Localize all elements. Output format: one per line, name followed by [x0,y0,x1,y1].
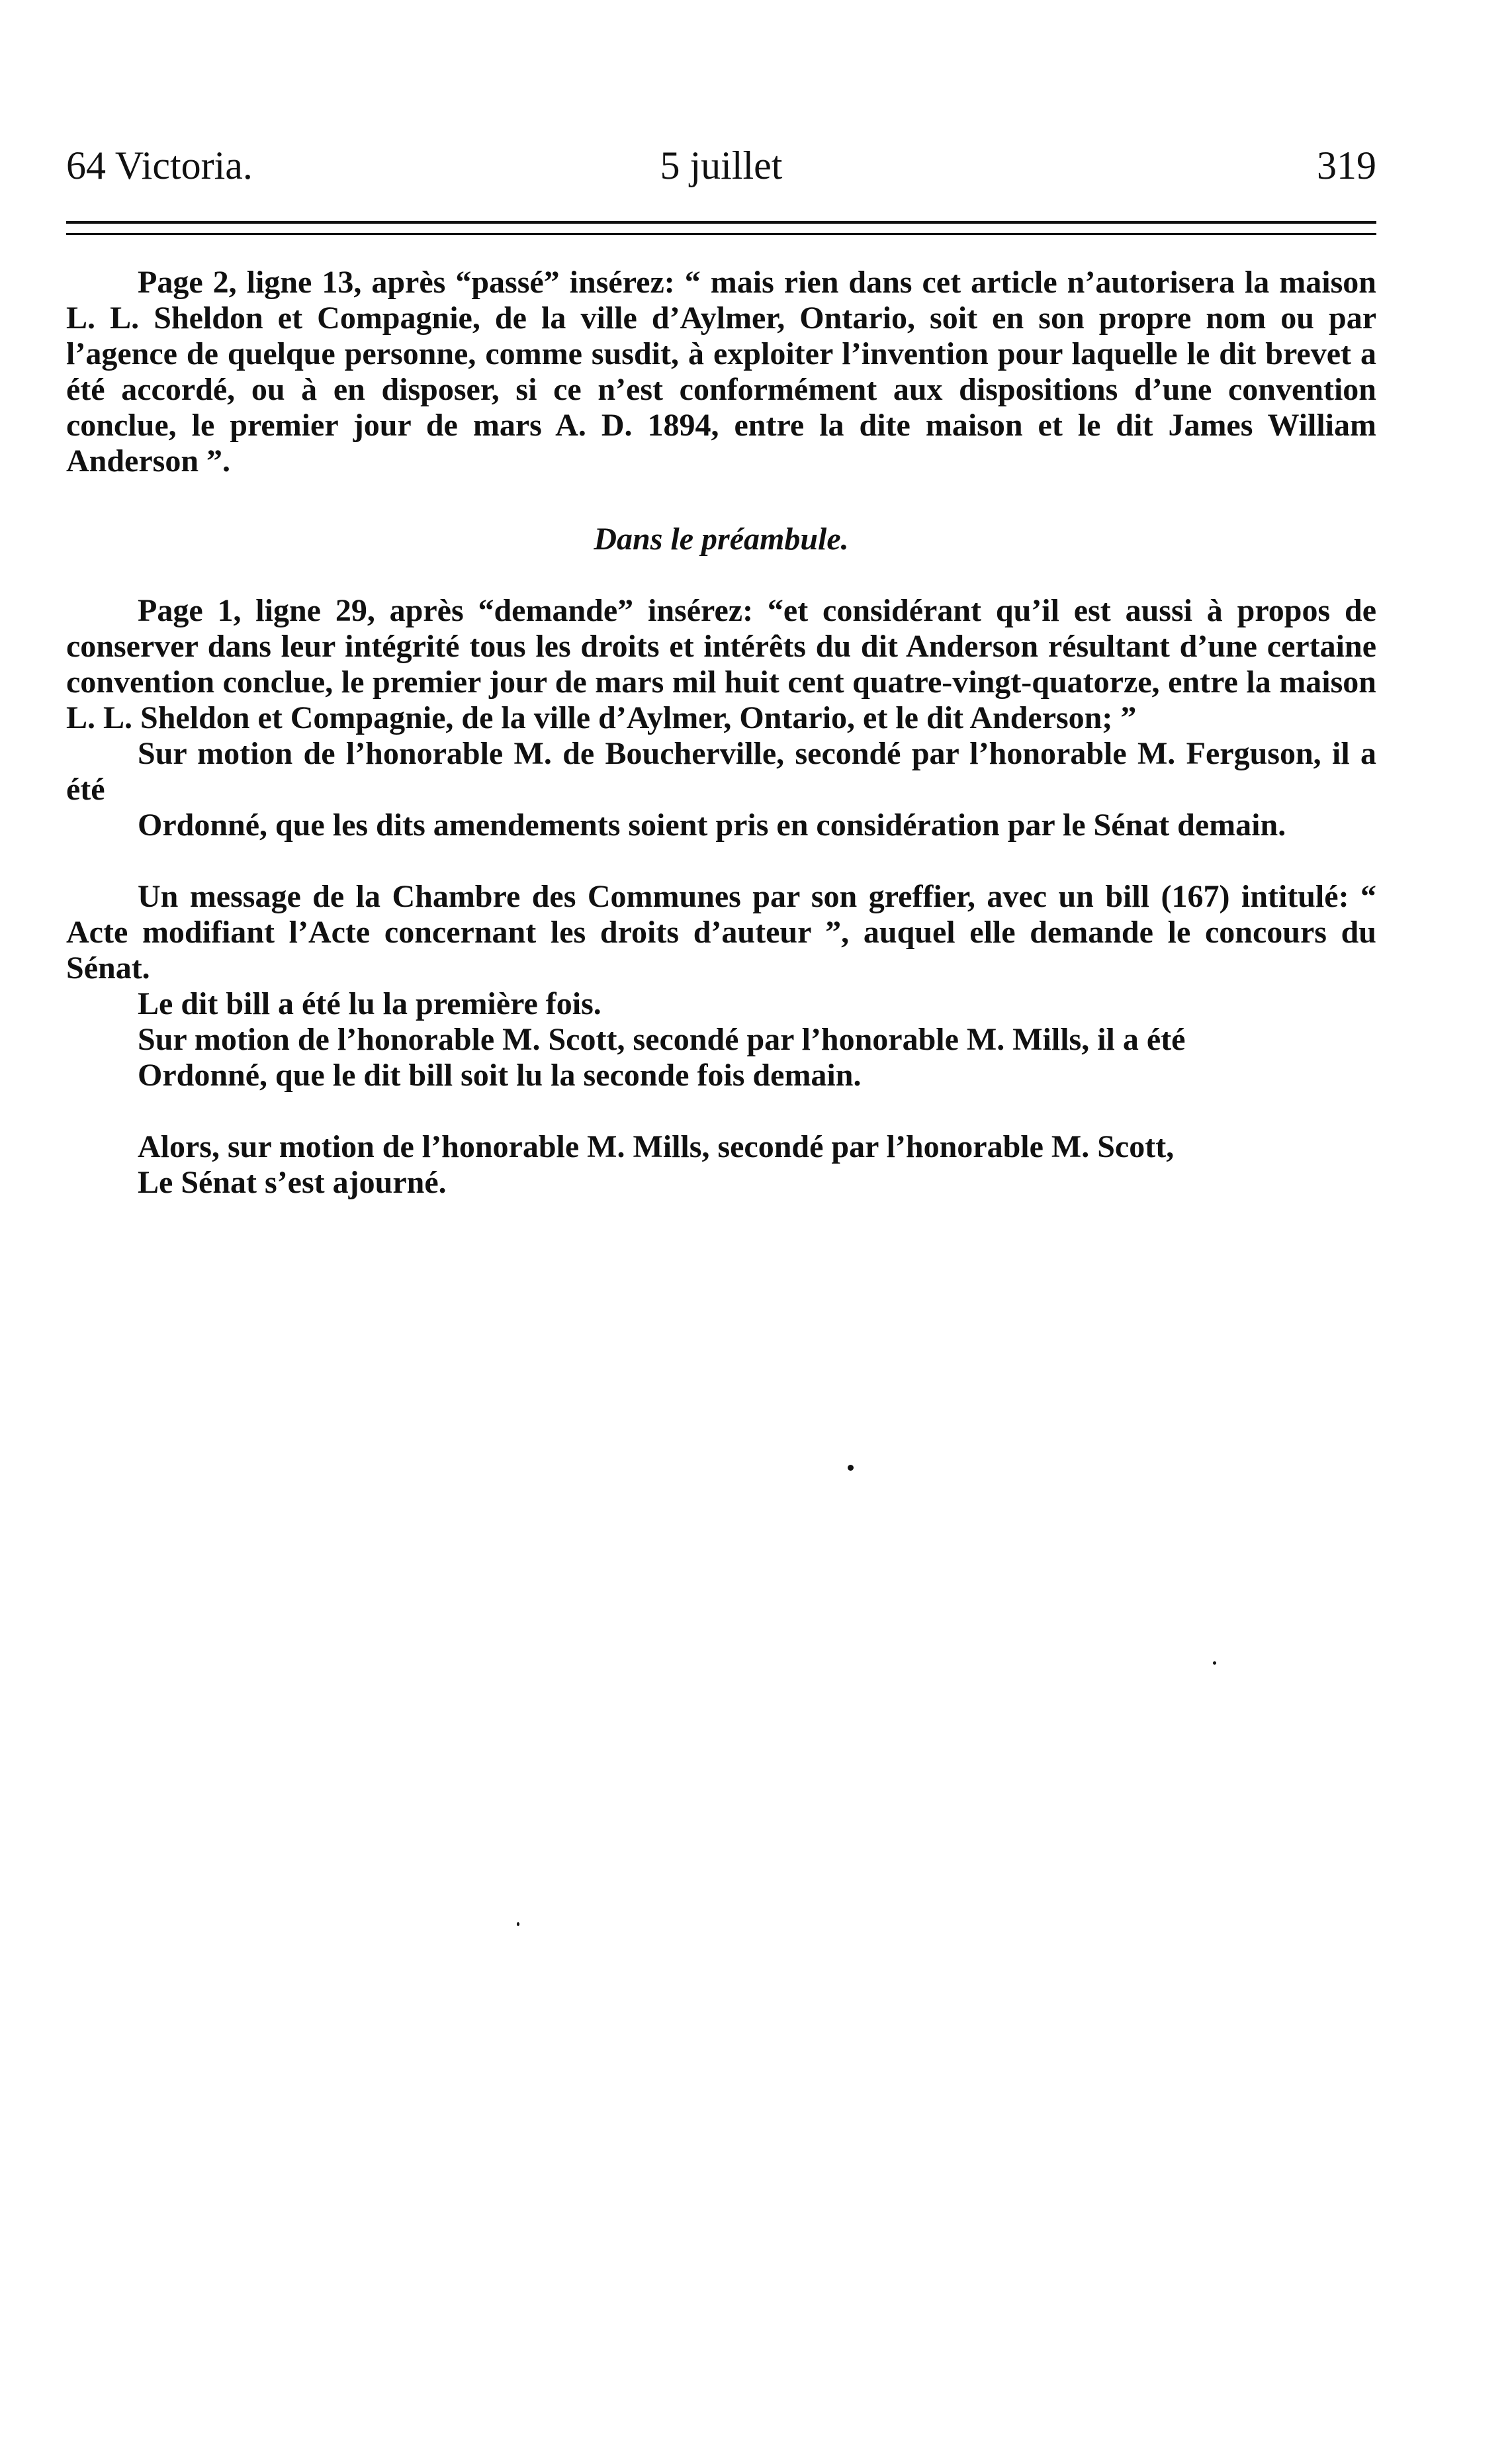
second-motion-paragraph: Sur motion de l’honorable M. Scott, secondé par l’honorable M. Mills, il a été [138,1022,1186,1057]
adjournment-motion-paragraph: Alors, sur motion de l’honorable M. Mills, secondé par l’honorable M. Scott, [138,1129,1175,1164]
header-rule-bottom [66,233,1376,235]
header-rule-top [66,221,1376,224]
page-number: 319 [1317,144,1376,187]
adjournment-paragraph: Le Sénat s’est ajourné. [138,1165,447,1200]
section-heading: Dans le préambule. [594,522,849,557]
print-speck [517,1922,519,1926]
running-head-session: 64 Victoria. [66,144,253,187]
journal-body [66,265,1376,1201]
running-head-date: 5 juillet [660,144,783,187]
motion-paragraph: Sur motion de l’honorable M. de Boucherville, secondé par l’honorable M. Ferguson, il a été [66,736,1376,807]
print-speck [848,1465,854,1471]
order-paragraph: Ordonné, que les dits amendements soient pris en considération par le Sénat demain. [138,808,1286,843]
running-head [66,136,1376,195]
print-speck [1213,1661,1216,1665]
amendment-paragraph: Page 2, ligne 13, après “passé” insérez: “ mais rien dans cet article n’autorisera la maison L. L. Sheldon et Compagnie, de la ville d’Aylmer, Ontario, soit en son propre nom ou par l’agence de quelque personne, comme susdit, à exploiter l’invention pour laquelle le dit brevet a été accordé, ou à en disposer, si ce n’est conformément aux dispositions d’une convention conclue, le premier jour de mars A. D. 1894, entre la dite maison et le dit James William Anderson ”. [66,265,1376,479]
message-paragraph: Un message de la Chambre des Communes par son greffier, avec un bill (167) intitulé: “ Acte modifiant l’Acte concernant les droits d’auteur ”, auquel elle demande le concours du Sénat. [66,879,1376,986]
preamble-amendment-paragraph: Page 1, ligne 29, après “demande” insérez: “et considérant qu’il est aussi à propos de conserver dans leur intégrité tous les droits et intérêts du dit Anderson résultant d’une certaine convention conclue, le premier jour de mars mil huit cent quatre-vingt-quatorze, entre la maison L. L. Sheldon et Compagnie, de la ville d’Aylmer, Ontario, et le dit Anderson; ” [66,593,1376,735]
second-order-paragraph: Ordonné, que le dit bill soit lu la seconde fois demain. [138,1058,862,1093]
first-reading-paragraph: Le dit bill a été lu la première fois. [138,986,601,1021]
